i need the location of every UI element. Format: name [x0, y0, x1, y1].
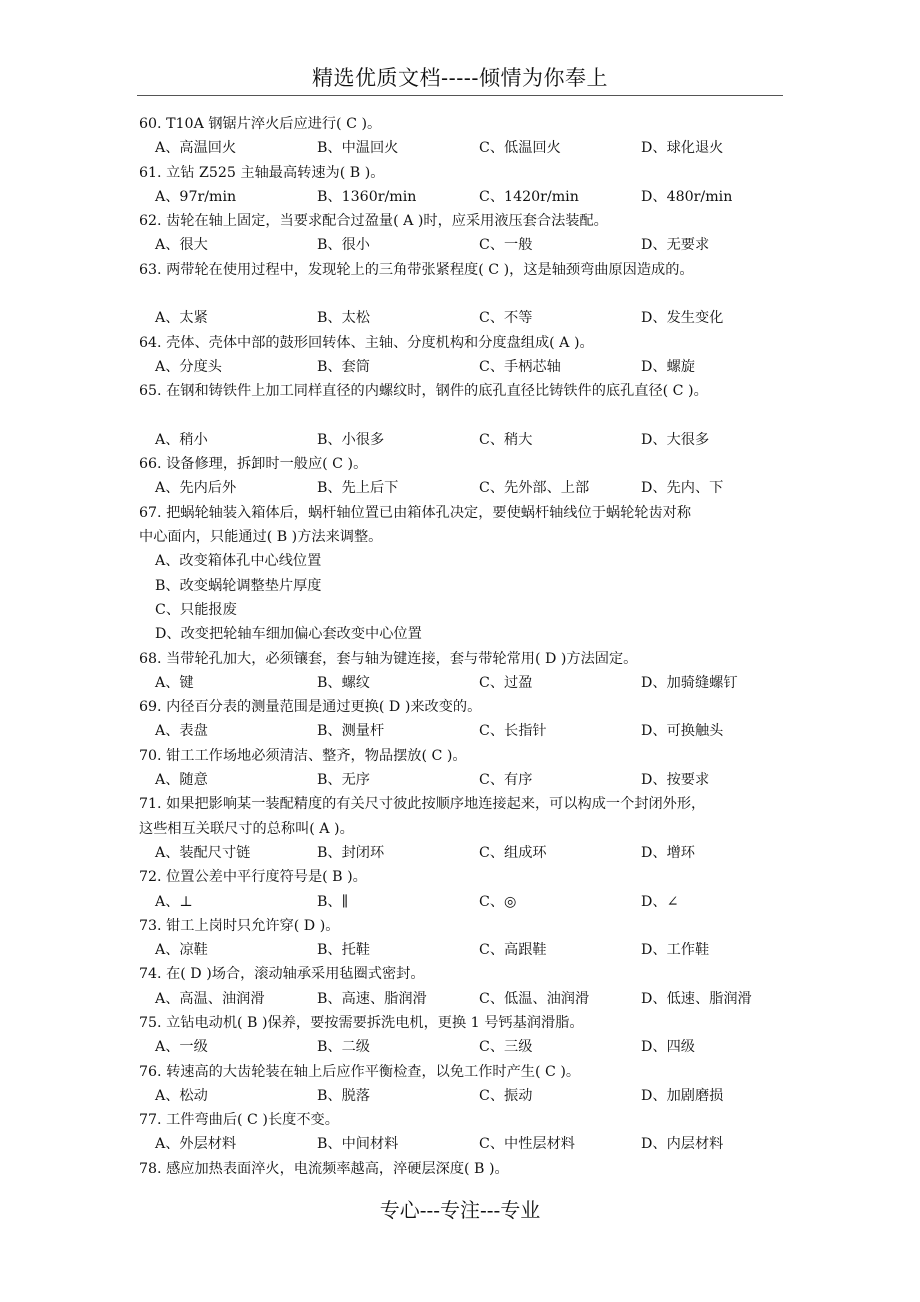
question-text: 64. 壳体、壳体中部的鼓形回转体、主轴、分度机构和分度盘组成( A )。	[139, 334, 594, 351]
option-d: D、内层材料	[641, 1136, 724, 1153]
option-a: A、键	[155, 674, 194, 691]
option-c: C、三级	[479, 1039, 533, 1056]
question-text: 70. 钳工工作场地必须清洁、整齐，物品摆放( C )。	[139, 747, 467, 764]
question-text: 73. 钳工上岗时只允许穿( D )。	[139, 917, 340, 934]
option-c: C、一般	[479, 237, 533, 254]
question-text: 61. 立钻 Z525 主轴最高转速为( B )。	[139, 164, 385, 181]
answer-options	[139, 1132, 819, 1156]
answer-options	[139, 768, 819, 792]
option-d: D、大很多	[641, 431, 710, 448]
answer-options	[139, 476, 819, 500]
answer-options	[139, 987, 819, 1011]
option-c: C、稍大	[479, 431, 533, 448]
option-b: B、螺纹	[317, 674, 370, 691]
question-list	[139, 112, 819, 1181]
answer-options	[139, 890, 819, 914]
option-d: D、四级	[641, 1039, 695, 1056]
option-d: D、增环	[641, 844, 695, 861]
option-d: D、∠	[641, 893, 679, 910]
question-text: 76. 转速高的大齿轮装在轴上后应作平衡检查，以免工作时产生( C )。	[139, 1063, 581, 1080]
option-b: B、封闭环	[317, 844, 385, 861]
option-c: C、手柄芯轴	[479, 358, 561, 375]
option-a: A、97r/min	[155, 188, 237, 205]
option-d: D、球化退火	[641, 140, 724, 157]
question-text: 66. 设备修理，拆卸时一般应( C )。	[139, 456, 368, 473]
question-text: 63. 两带轮在使用过程中，发现轮上的三角带张紧程度( C )，这是轴颈弯曲原因造成的。	[139, 261, 694, 278]
option-c: C、长指针	[479, 723, 547, 740]
answer-options	[139, 1084, 819, 1108]
option-a: A、分度头	[155, 358, 222, 375]
option-a: A、表盘	[155, 723, 208, 740]
option-d: D、无要求	[641, 237, 710, 254]
option-c: C、1420r/min	[479, 188, 579, 205]
option-b: B、托鞋	[317, 942, 370, 959]
option-c: C、高跟鞋	[479, 942, 547, 959]
question-text: 75. 立钻电动机( B )保养，要按需要拆洗电机，更换 1 号钙基润滑脂。	[139, 1014, 584, 1031]
option-a: A、外层材料	[155, 1136, 237, 1153]
option-b: B、很小	[317, 237, 370, 254]
question-text: 68. 当带轮孔加大，必须镶套，套与轴为键连接，套与带轮常用( D )方法固定。	[139, 650, 638, 667]
option-d: D、低速、脂润滑	[641, 990, 752, 1007]
option-a: A、稍小	[155, 431, 208, 448]
option-c: C、有序	[479, 772, 533, 789]
question-text: 69. 内径百分表的测量范围是通过更换( D )来改变的。	[139, 699, 482, 716]
answer-option-line: A、改变箱体孔中心线位置	[155, 553, 322, 570]
option-b: B、太松	[317, 310, 370, 327]
option-c: C、低温回火	[479, 140, 561, 157]
option-a: A、装配尺寸链	[155, 844, 251, 861]
option-a: A、高温、油润滑	[155, 990, 265, 1007]
answer-option-line: B、改变蜗轮调整垫片厚度	[155, 577, 322, 594]
option-b: B、先上后下	[317, 480, 399, 497]
answer-options	[139, 428, 819, 452]
question-text: 71. 如果把影响某一装配精度的有关尺寸彼此按顺序地连接起来，可以构成一个封闭外形，	[139, 796, 706, 813]
option-a: A、太紧	[155, 310, 208, 327]
option-b: B、二级	[317, 1039, 370, 1056]
option-b: B、测量杆	[317, 723, 385, 740]
option-b: B、小很多	[317, 431, 385, 448]
answer-option-line: C、只能报废	[155, 601, 237, 618]
question-text: 65. 在钢和铸铁件上加工同样直径的内螺纹时，钢件的底孔直径比铸铁件的底孔直径( C )。	[139, 383, 708, 400]
option-a: A、一级	[155, 1039, 208, 1056]
option-d: D、工作鞋	[641, 942, 710, 959]
header-rule	[137, 95, 783, 96]
option-c: C、振动	[479, 1087, 533, 1104]
option-a: A、先内后外	[155, 480, 237, 497]
answer-option-line: D、改变把轮轴车细加偏心套改变中心位置	[155, 626, 422, 643]
page-footer: 专心---专注---专业	[379, 1198, 541, 1222]
answer-options	[139, 1035, 819, 1059]
option-b: B、中间材料	[317, 1136, 399, 1153]
answer-options	[139, 719, 819, 743]
option-c: C、组成环	[479, 844, 547, 861]
option-c: C、不等	[479, 310, 533, 327]
option-b: B、1360r/min	[317, 188, 417, 205]
answer-options	[139, 671, 819, 695]
blank-line	[139, 282, 819, 306]
option-c: C、过盈	[479, 674, 533, 691]
option-d: D、按要求	[641, 772, 710, 789]
option-d: D、发生变化	[641, 310, 724, 327]
answer-options	[139, 355, 819, 379]
question-text: 74. 在( D )场合，滚动轴承采用毡圈式密封。	[139, 966, 425, 983]
answer-options	[139, 185, 819, 209]
option-a: A、高温回火	[155, 140, 237, 157]
question-text: 60. T10A 钢锯片淬火后应进行( C )。	[139, 116, 382, 132]
option-d: D、先内、下	[641, 480, 724, 497]
answer-options	[139, 938, 819, 962]
answer-options	[139, 841, 819, 865]
option-b: B、∥	[317, 893, 349, 910]
question-text: 78. 感应加热表面淬火，电流频率越高，淬硬层深度( B )。	[139, 1160, 509, 1177]
answer-options	[139, 136, 819, 160]
option-c: C、先外部、上部	[479, 480, 590, 497]
answer-options	[139, 233, 819, 257]
option-a: A、很大	[155, 237, 208, 254]
question-text: 72. 位置公差中平行度符号是( B )。	[139, 869, 367, 886]
question-text: 77. 工件弯曲后( C )长度不变。	[139, 1112, 339, 1129]
option-d: D、加剧磨损	[641, 1087, 724, 1104]
option-d: D、加骑缝螺钉	[641, 674, 738, 691]
option-a: A、凉鞋	[155, 942, 208, 959]
option-b: B、中温回火	[317, 140, 399, 157]
option-a: A、随意	[155, 772, 208, 789]
option-c: C、中性层材料	[479, 1136, 575, 1153]
question-text: 67. 把蜗轮轴装入箱体后，蜗杆轴位置已由箱体孔决定，要使蜗杆轴线位于蜗轮轮齿对称	[139, 504, 692, 521]
answer-options	[139, 306, 819, 330]
option-a: A、松动	[155, 1087, 208, 1104]
option-c: C、低温、油润滑	[479, 990, 590, 1007]
option-d: D、螺旋	[641, 358, 695, 375]
option-b: B、高速、脂润滑	[317, 990, 427, 1007]
option-a: A、⊥	[155, 893, 193, 910]
option-c: C、◎	[479, 893, 517, 910]
question-text: 中心面内，只能通过( B )方法来调整。	[139, 529, 383, 546]
option-b: B、套筒	[317, 358, 370, 375]
option-d: D、480r/min	[641, 188, 733, 205]
question-text: 62. 齿轮在轴上固定，当要求配合过盈量( A )时，应采用液压套合法装配。	[139, 213, 608, 230]
question-text: 这些相互关联尺寸的总称叫( A )。	[139, 820, 354, 837]
blank-line	[139, 404, 819, 428]
option-b: B、脱落	[317, 1087, 370, 1104]
option-b: B、无序	[317, 772, 370, 789]
page-header: 精选优质文档-----倾情为你奉上	[312, 66, 608, 90]
option-d: D、可换触头	[641, 723, 724, 740]
